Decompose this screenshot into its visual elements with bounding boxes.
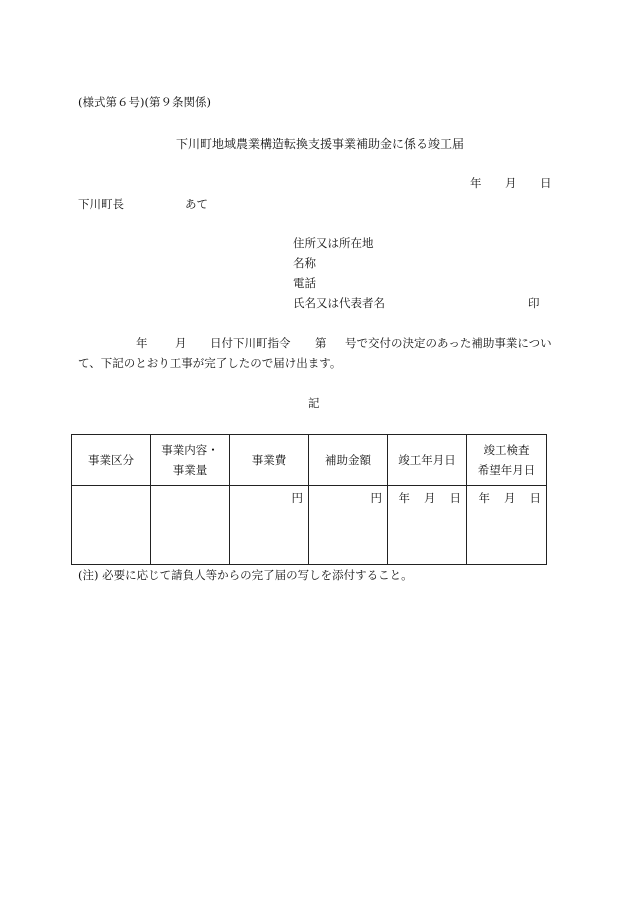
yen-unit: 円 xyxy=(291,491,303,505)
month-unit: 月 xyxy=(424,491,436,505)
header-category: 事業区分 xyxy=(72,435,151,486)
cell-cost xyxy=(230,486,309,565)
date-day: 日 xyxy=(540,176,552,190)
project-table xyxy=(71,434,547,565)
cell-subsidy xyxy=(309,486,388,565)
document-title: 下川町地域農業構造転換支援事業補助金に係る竣工届 xyxy=(176,137,465,151)
cell-content xyxy=(151,486,230,565)
date-year: 年 xyxy=(470,176,482,190)
table-row xyxy=(72,486,547,565)
form-number: (様式第６号)(第９条関係) xyxy=(78,95,211,109)
body-date-dept: 日付下川町指令 xyxy=(210,336,291,350)
cell-category xyxy=(72,486,151,565)
ki-heading: 記 xyxy=(308,396,320,410)
body-line2: て、下記のとおり工事が完了したので届け出ます。 xyxy=(78,356,342,370)
phone-label: 電話 xyxy=(293,276,316,290)
cell-completion-date xyxy=(388,486,467,565)
date-month: 月 xyxy=(505,176,517,190)
month-unit: 月 xyxy=(504,491,516,505)
header-content: 事業内容・ 事業量 xyxy=(151,435,230,486)
table-header-row xyxy=(72,435,547,486)
body-dai: 第 xyxy=(315,336,327,350)
header-cost: 事業費 xyxy=(230,435,309,486)
footnote: (注) 必要に応じて請負人等からの完了届の写しを添付すること。 xyxy=(78,568,413,582)
day-unit: 日 xyxy=(529,491,541,505)
yen-unit: 円 xyxy=(370,491,382,505)
header-subsidy: 補助金額 xyxy=(309,435,388,486)
header-completion-date: 竣工年月日 xyxy=(388,435,467,486)
representative-label: 氏名又は代表者名 xyxy=(293,296,385,310)
seal-mark: 印 xyxy=(528,296,540,310)
year-unit: 年 xyxy=(398,491,410,505)
body-month: 月 xyxy=(175,336,187,350)
name-label: 名称 xyxy=(293,256,316,270)
day-unit: 日 xyxy=(449,491,461,505)
year-unit: 年 xyxy=(478,491,490,505)
header-inspection-date: 竣工検査 希望年月日 xyxy=(467,435,547,486)
body-rest-line1: 号で交付の決定のあった補助事業につい xyxy=(345,336,552,350)
cell-inspection-date xyxy=(467,486,547,565)
address-label: 住所又は所在地 xyxy=(293,236,374,250)
addressee-name: 下川町長 xyxy=(78,197,124,211)
body-year: 年 xyxy=(136,336,148,350)
addressee-suffix: あて xyxy=(185,197,208,211)
